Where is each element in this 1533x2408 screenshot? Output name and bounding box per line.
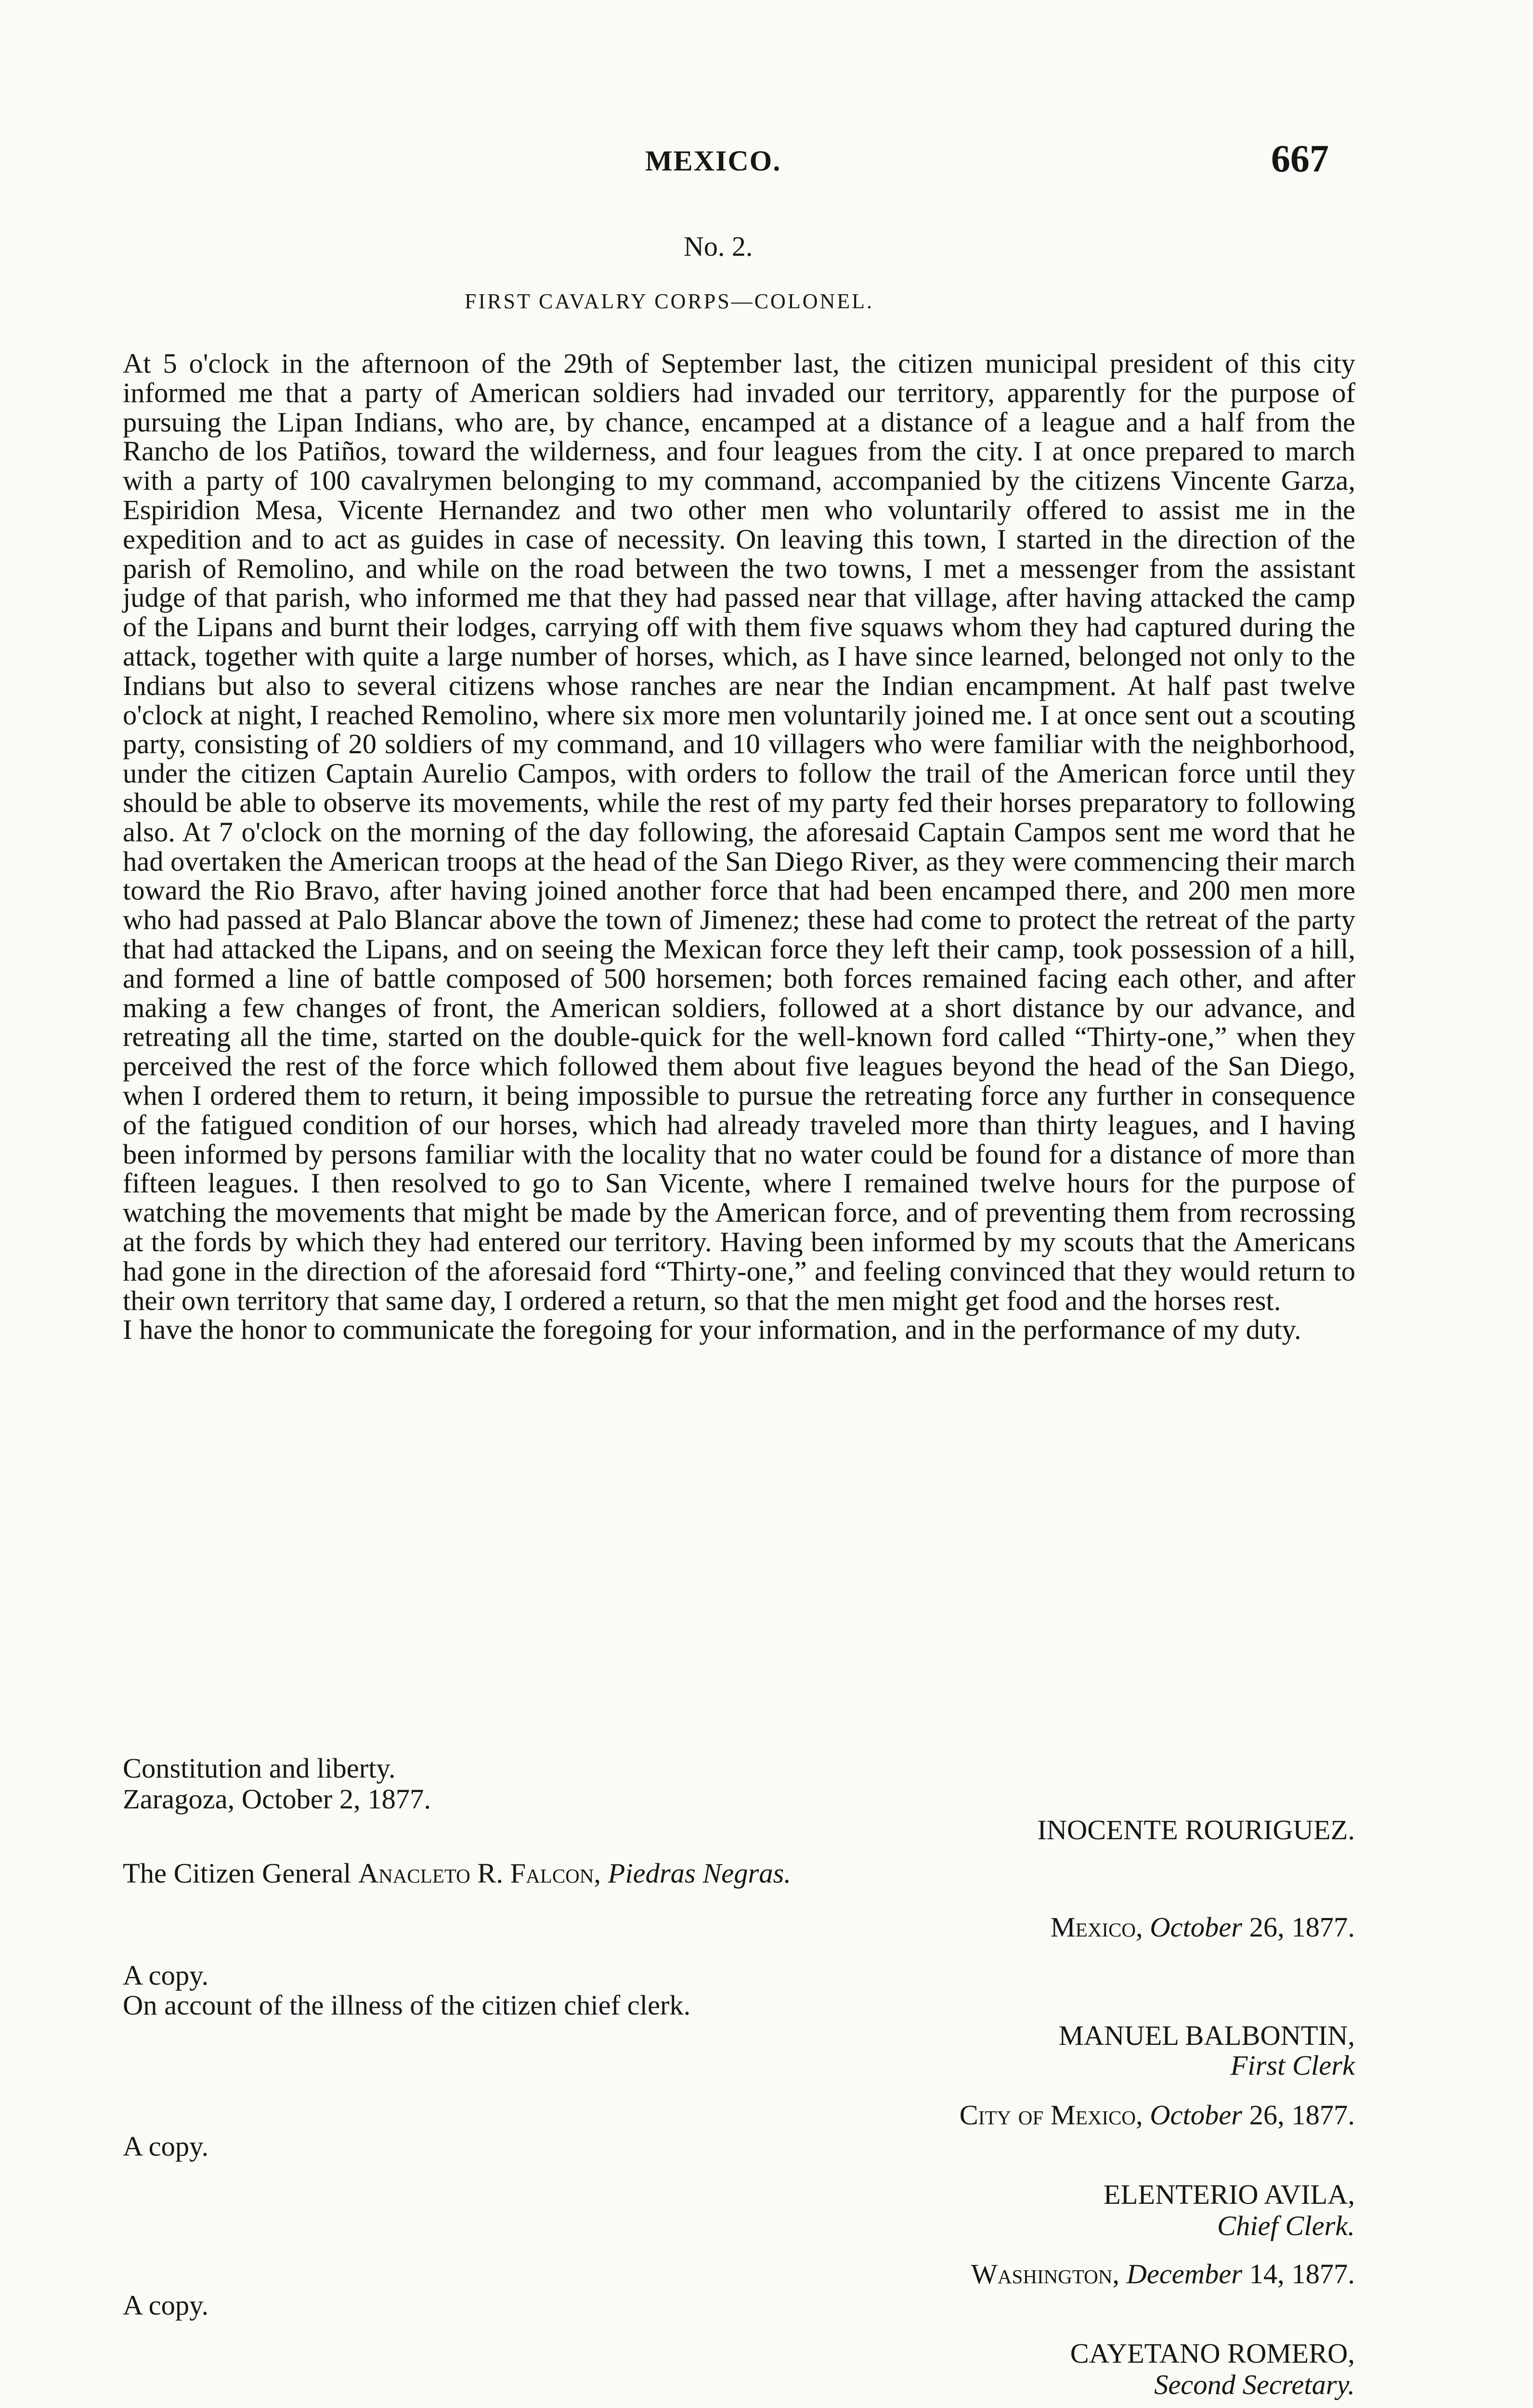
page-number: 667 xyxy=(1271,138,1329,180)
place-date-line: Zaragoza, October 2, 1877. xyxy=(123,1783,431,1815)
copy-1-note: A copy. xyxy=(123,1960,209,1991)
copy-1-title: First Clerk xyxy=(1230,2050,1355,2081)
copy-2-note: A copy. xyxy=(123,2131,209,2162)
copy-3-date: December xyxy=(1126,2258,1242,2290)
copy-1-place: Mexico, xyxy=(1050,1911,1143,1943)
copy-3-date-rest: 14, 1877. xyxy=(1242,2258,1355,2290)
copy-3-place: Washington, xyxy=(971,2258,1119,2290)
copy-2-signer: ELENTERIO AVILA, xyxy=(1103,2179,1355,2210)
copy-3-dateline xyxy=(971,2259,1355,2290)
addressee-prefix: The Citizen General xyxy=(123,1858,351,1889)
body-paragraph-2: I have the honor to communicate the foregoing for your information, and in the performance of my duty. xyxy=(123,1314,1301,1346)
running-head: MEXICO. xyxy=(645,145,781,177)
signatory-name: INOCENTE ROURIGUEZ. xyxy=(1037,1814,1355,1845)
copy-2-place: City of Mexico, xyxy=(959,2099,1143,2131)
addressee-place: Piedras Negras. xyxy=(608,1858,791,1889)
closing-salutation: Constitution and liberty. xyxy=(123,1753,396,1784)
copy-1-dateline xyxy=(1051,1912,1355,1943)
copy-3-note: A copy. xyxy=(123,2290,209,2321)
copy-1-date-rest: 26, 1877. xyxy=(1242,1911,1355,1943)
addressee-line xyxy=(123,1858,791,1889)
document-heading: FIRST CAVALRY CORPS—COLONEL. xyxy=(465,289,874,313)
copy-2-date-rest: 26, 1877. xyxy=(1242,2099,1355,2131)
copy-3-title: Second Secretary. xyxy=(1154,2369,1355,2400)
copy-1-note-2: On account of the illness of the citizen chief clerk. xyxy=(123,1989,691,2021)
copy-3-signer: CAYETANO ROMERO, xyxy=(1070,2338,1355,2369)
copy-2-dateline xyxy=(960,2100,1355,2131)
copy-2-date: October xyxy=(1150,2099,1242,2131)
letter-body xyxy=(123,349,1355,1345)
document-number: No. 2. xyxy=(684,231,753,262)
copy-1-signer: MANUEL BALBONTIN, xyxy=(1058,2020,1355,2051)
addressee-name: Anacleto R. Falcon, xyxy=(358,1858,601,1889)
copy-2-title: Chief Clerk. xyxy=(1217,2210,1355,2241)
body-paragraph-1: At 5 o'clock in the afternoon of the 29th of September last, the citizen municipal president of this city informed me that a party of American soldiers had invaded our territory, apparently for the purpose of pursuing the Lipan Indians, who are, by chance, encamped at a distance of a league and a half from the Rancho de los Patiños, toward the wilderness, and four leagues from the city. I at once prepared to march with a party of 100 cavalrymen belonging to my command, accompanied by the citizens Vincente Garza, Espiridion Mesa, Vicente Hernandez and two other men who voluntarily offered to assist me in the expedition and to act as guides in case of necessity. On leaving this town, I started in the direction of the parish of Remolino, and while on the road between the two towns, I met a messenger from the assistant judge of that parish, who informed me that they had passed near that village, after having attacked the camp of the Lipans and burnt their lodges, carrying off with them five squaws whom they had captured during the attack, together with quite a large number of horses, which, as I have since learned, belonged not only to the Indians but also to several citizens whose ranches are near the Indian encampment. At half past twelve o'clock at night, I reached Remolino, where six more men voluntarily joined me. I at once sent out a scouting party, consisting of 20 soldiers of my command, and 10 villagers who were familiar with the neighborhood, under the citizen Captain Aurelio Campos, with orders to follow the trail of the American force until they should be able to observe its movements, while the rest of my party fed their horses preparatory to following also. At 7 o'clock on the morning of the day following, the aforesaid Captain Campos sent me word that he had overtaken the American troops at the head of the San Diego River, as they were commencing their march toward the Rio Bravo, after having joined another force that had been encamped there, and 200 men more who had passed at Palo Blancar above the town of Jimenez; these had come to protect the retreat of the party that had attacked the Lipans, and on seeing the Mexican force they left their camp, took possession of a hill, and formed a line of battle composed of 500 horsemen; both forces remained facing each other, and after making a few changes of front, the American soldiers, followed at a short distance by our advance, and retreating all the time, started on the double-quick for the well-known ford called “Thirty-one,” when they perceived the rest of the force which followed them about five leagues beyond the head of the San Diego, when I ordered them to return, it being impossible to pursue the retreating force any further in consequence of the fatigued condition of our horses, which had already traveled more than thirty leagues, and I having been informed by persons familiar with the locality that no water could be found for a distance of more than fifteen leagues. I then resolved to go to San Vicente, where I remained twelve hours for the purpose of watching the movements that might be made by the American force, and of preventing them from recrossing at the fords by which they had entered our territory. Having been informed by my scouts that the Americans had gone in the direction of the aforesaid ford “Thirty-one,” and feeling convinced that they would return to their own territory that same day, I ordered a return, so that the men might get food and the horses rest. xyxy=(123,348,1355,1316)
copy-1-date: October xyxy=(1150,1911,1242,1943)
